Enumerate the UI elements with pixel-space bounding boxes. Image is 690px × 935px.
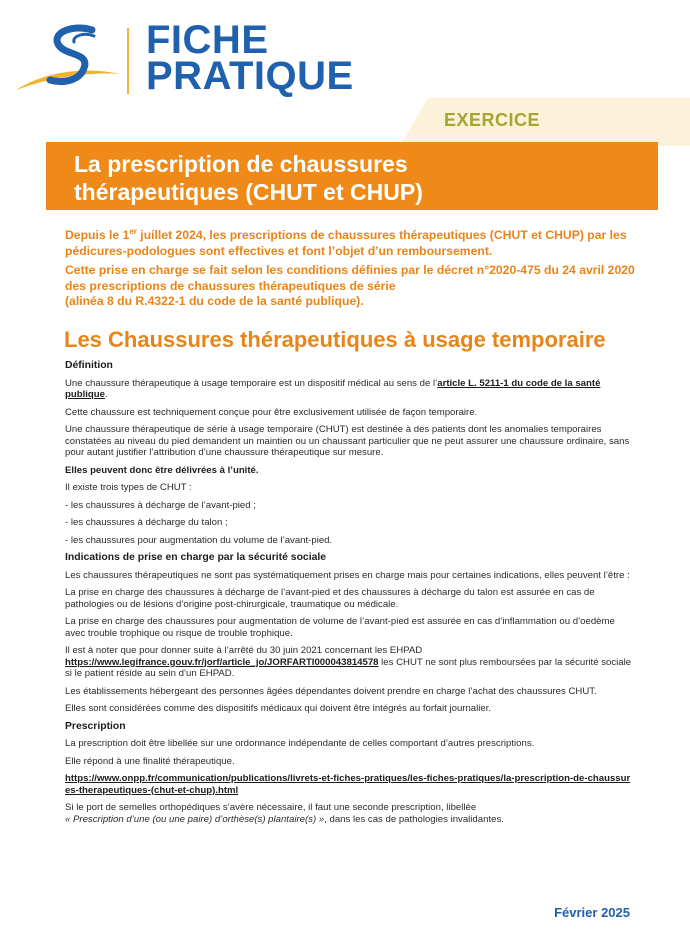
def-p1-text: Une chaussure thérapeutique à usage temporaire est un dispositif médical au sens de l’ bbox=[65, 377, 438, 389]
definition-paragraph-3: Une chaussure thérapeutique de série à usage temporaire (CHUT) est destinée à des patients dont les anomalies temporaires constatées au niveau du pied demandent un maintien ou un chaussant particulier que ne peut assurer une chaussure ordinaire, sans pour autant justifier l’attribution d’une chaussure thérapeutique sur mesure. bbox=[65, 424, 630, 458]
definition-paragraph-1 bbox=[65, 378, 635, 401]
section-body bbox=[65, 360, 635, 831]
prescription-paragraph-3 bbox=[65, 802, 635, 825]
onpp-logo bbox=[14, 22, 122, 94]
category-tab-cut bbox=[400, 98, 428, 146]
intro-block bbox=[65, 224, 655, 314]
indications-paragraph-4 bbox=[65, 645, 635, 680]
intro-p1-start: Depuis le 1 bbox=[65, 228, 130, 243]
indications-paragraph-5: Les établissements hébergeant des personnes âgées dépendantes doivent prendre en charge l’achat des chaussures CHUT. bbox=[65, 685, 597, 697]
def-p1-end: . bbox=[104, 389, 108, 400]
brand-line-1: FICHE bbox=[146, 18, 269, 62]
definition-bold-note: Elles peuvent donc être délivrées à l’unité. bbox=[65, 464, 259, 476]
indications-heading: Indications de prise en charge par la sécurité sociale bbox=[65, 552, 327, 563]
indications-paragraph-1: Les chaussures thérapeutiques ne sont pas systématiquement prises en charge mais pour certaines indications, elles peuvent l’être : bbox=[65, 569, 630, 581]
ind-p4-text: Il est à noter que pour donner suite à l’arrêté du 30 juin 2021 concernant les EHPAD bbox=[65, 645, 423, 656]
page-title-line-1: La prescription de chaussures bbox=[74, 151, 408, 177]
logo-blue-stroke-accent bbox=[74, 34, 94, 42]
list-item: - les chaussures pour augmentation du volume de l’avant-pied. bbox=[65, 534, 333, 546]
onpp-fiche-link[interactable]: https://www.onpp.fr/communication/publications/livrets-et-fiches-pratiques/les-fiches-pratiques/la-prescription-de-chaussures-therapeutiques-(chut-et-chup).html bbox=[65, 773, 631, 796]
page-title-line-2: thérapeutiques (CHUT et CHUP) bbox=[74, 179, 423, 205]
ind-p4-end: les CHUT ne sont plus remboursées par la sécurité sociale si le patient réside au sein d’un EHPAD. bbox=[65, 656, 632, 679]
indications-paragraph-3: La prise en charge des chaussures pour augmentation de volume de l’avant-pied est assurée en cas d’inflammation ou d’oedème avec trouble trophique ou risque de trouble trophique. bbox=[65, 616, 615, 639]
brand-line-2: PRATIQUE bbox=[146, 54, 354, 98]
category-label: EXERCICE bbox=[444, 110, 541, 130]
indications-paragraph-2: La prise en charge des chaussures à décharge de l’avant-pied et des chaussures à décharge du talon est assurée en cas de pathologies ou de lésions d’origine post-chirurgicale, traumatique ou médicale. bbox=[65, 587, 595, 610]
header-divider bbox=[127, 28, 129, 94]
brand-title bbox=[146, 18, 354, 98]
intro-paragraph-2: Cette prise en charge se fait selon les conditions définies par le décret n°2020-475 du 24 avril 2020 des prescriptions de chaussures thérapeutiques de série bbox=[65, 263, 635, 293]
page-title bbox=[74, 150, 634, 206]
prescription-paragraph-2: Elle répond à une finalité thérapeutique. bbox=[65, 755, 235, 767]
prescription-paragraph-1: La prescription doit être libellée sur une ordonnance indépendante de celles comportant d’autres prescriptions. bbox=[65, 738, 535, 749]
definition-heading: Définition bbox=[65, 360, 113, 371]
section-title: Les Chaussures thérapeutiques à usage temporaire bbox=[64, 327, 606, 352]
pre-p3-text: Si le port de semelles orthopédiques s’avère nécessaire, il faut une seconde prescription, libellée bbox=[65, 802, 477, 813]
code-sante-publique-link[interactable]: article L. 5211-1 du code de la santé publique bbox=[65, 377, 601, 400]
pre-p3-end: , dans les cas de pathologies invalidantes. bbox=[324, 813, 504, 825]
pre-p3-quote: « Prescription d’une (ou une paire) d’orthèse(s) plantaire(s) » bbox=[65, 813, 325, 825]
publication-date: Février 2025 bbox=[554, 905, 630, 920]
prescription-heading: Prescription bbox=[65, 720, 126, 732]
definition-paragraph-2: Cette chaussure est techniquement conçue pour être exclusivement utilisée de façon temporaire. bbox=[65, 406, 478, 418]
intro-p1-end: juillet 2024, les prescriptions de chaussures thérapeutiques (CHUT et CHUP) par les pédicures-podologues sont effectives et font l’objet d’un remboursement. bbox=[65, 228, 627, 258]
intro-p1-sup: er bbox=[129, 227, 137, 236]
prescription-link-wrap bbox=[65, 773, 635, 796]
legifrance-link[interactable]: https://www.legifrance.gouv.fr/jorf/article_jo/JORFARTI000043814578 bbox=[65, 656, 379, 668]
intro-paragraph-3: (alinéa 8 du R.4322-1 du code de la santé publique). bbox=[65, 294, 364, 309]
list-item: - les chaussures à décharge du talon ; bbox=[65, 517, 228, 528]
types-intro: Il existe trois types de CHUT : bbox=[65, 482, 192, 493]
intro-paragraph-1 bbox=[65, 224, 655, 259]
list-item: - les chaussures à décharge de l’avant-pied ; bbox=[65, 499, 256, 511]
indications-paragraph-6: Elles sont considérées comme des dispositifs médicaux qui doivent être intégrés au forfait journalier. bbox=[65, 703, 492, 714]
